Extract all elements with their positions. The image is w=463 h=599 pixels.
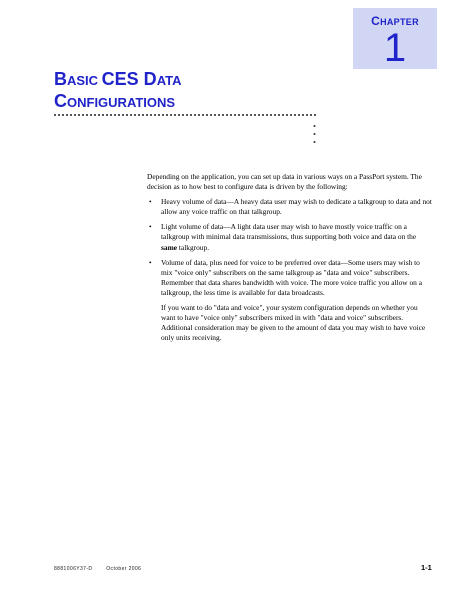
bullet-text: talkgroup.: [177, 242, 210, 252]
dotted-vertical-rule: [313, 122, 316, 148]
bullet-text: Light volume of data—A light data user may wish to have mostly voice traffic on a talkgroup with minimal data transmissions, thus supporting both voice and data on the: [161, 222, 417, 242]
title-segment: ATA: [156, 73, 182, 88]
bullet-item: [147, 222, 433, 252]
bullet-icon: •: [149, 197, 152, 207]
title-segment: CES D: [101, 69, 157, 89]
chapter-title: [54, 69, 181, 113]
bullet-text: Heavy volume of data—A heavy data user may wish to dedicate a talkgroup to data and not allow any voice traffic on that talkgroup.: [161, 197, 432, 217]
footer-doc-info: [54, 566, 141, 572]
chapter-title-line-1: [54, 69, 181, 91]
page-number: 1-1: [421, 563, 432, 572]
bullet-text: Volume of data, plus need for voice to be preferred over data—Some users may wish to mix "voice only" subscribers on the same talkgroup as "data and voice" subscribers. Remember that data shares bandwidth with voice. The more voice traffic you allow on a talkgroup, the less time is available for data broadcasts.: [161, 257, 422, 297]
chapter-tab: [353, 8, 437, 69]
intro-paragraph: Depending on the application, you can set up data in various ways on a PassPort system. The decision as to how best to configure data is driven by the following:: [147, 172, 422, 192]
bullet-item: [147, 197, 433, 217]
bullet-item: [147, 258, 433, 298]
chapter-label: CHAPTER: [371, 14, 419, 28]
title-segment: C: [54, 91, 67, 111]
bullet-list: [147, 197, 433, 298]
chapter-number: 1: [383, 26, 407, 70]
closing-paragraph: If you want to do "data and voice", your system configuration depends on whether you want to have "voice only" subscribers mixed in with "data and voice" subscribers. Additional consideration may be given to the amount of data you may wish to have voice only units receiving.: [161, 303, 426, 343]
bullet-icon: •: [149, 257, 152, 267]
chapter-title-line-2: [54, 91, 181, 113]
dotted-rule: [54, 114, 316, 116]
bullet-icon: •: [149, 222, 152, 232]
title-segment: B: [54, 69, 67, 89]
footer-date: October 2006: [106, 566, 142, 572]
title-segment: ASIC: [67, 73, 102, 88]
title-segment: ONFIGURATIONS: [67, 95, 176, 110]
body-text: [147, 172, 433, 348]
footer-doc-id: 8881006Y37-D: [54, 566, 93, 572]
bullet-emphasis: same: [161, 242, 178, 252]
